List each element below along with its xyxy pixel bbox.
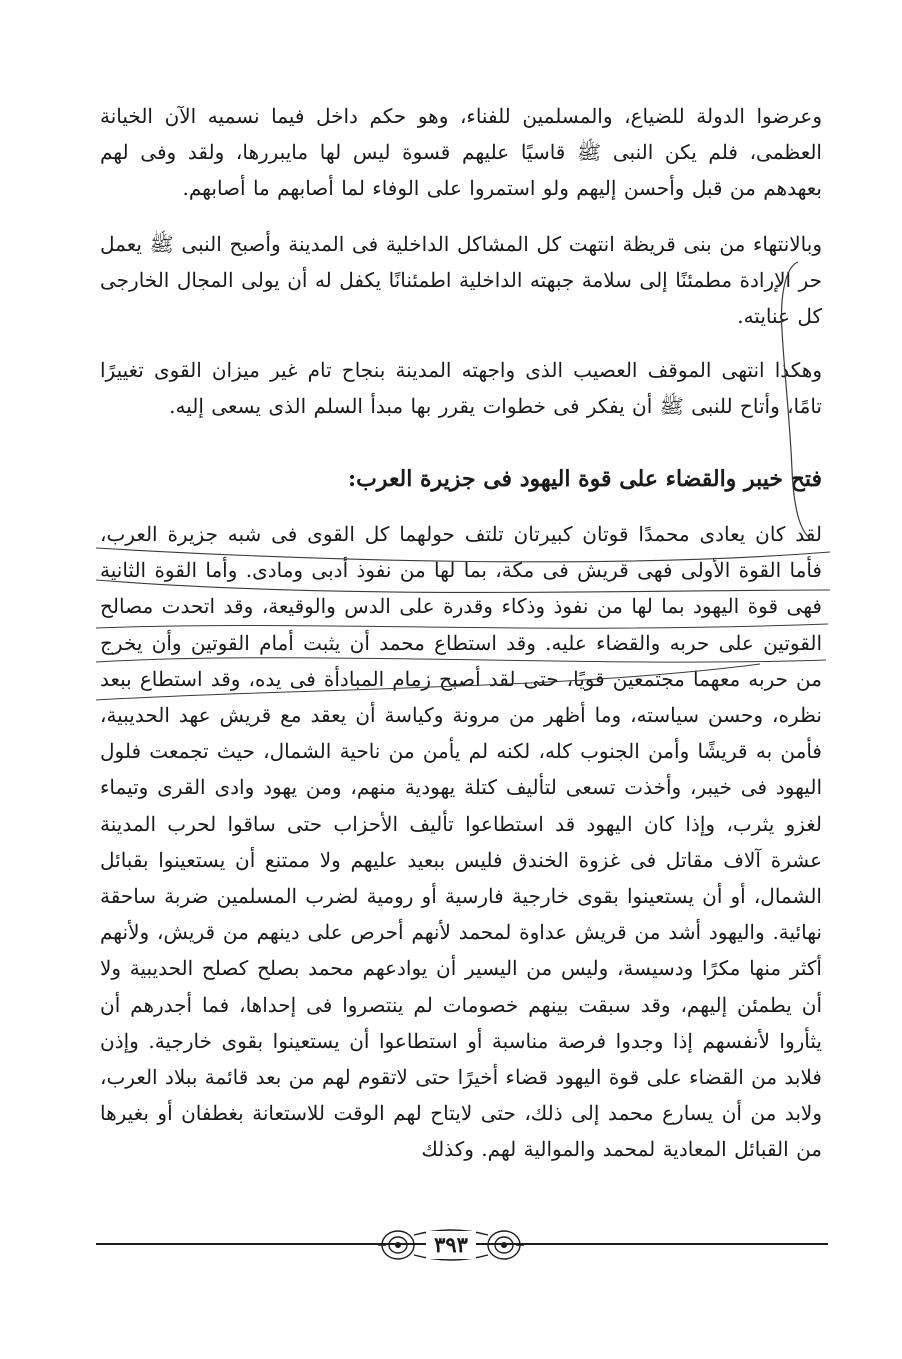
paragraph-4: لقد كان يعادى محمدًا قوتان كبيرتان تلتف حولهما كل القوى فى شبه جزيرة العرب، فأما القوة الأولى فهى قريش فى مكة، بما لها من نفوذ أدبى ومادى. وأما القوة الثانية فهى قوة اليهود بما لها من نفوذ وذكاء وقدرة على الدس والوقيعة، وقد اتحدت مصالح القوتين على حربه والقضاء عليه. وقد استطاع محمد أن يثبت أمام القوتين وأن يخرج من حربه معهما مجتمعين قويًا، حتى لقد أصبح زمام المبادأة فى يده، وقد استطاع ببعد نظره، وحسن سياسته، وما أظهر من مرونة وكياسة أن يعقد مع قريش عهد الحديبية، فأمن به قريشًا وأمن الجنوب كله، لكنه لم يأمن من ناحية الشمال، حيث تجمعت فلول اليهود فى خيبر، وأخذت تسعى لتأليف كتلة يهودية منهم، ومن يهود وادى القرى وتيماء لغزو يثرب، وإذا كان اليهود قد استطاعوا تأليف الأحزاب حتى ساقوا لحرب المدينة عشرة آلاف مقاتل فى غزوة الخندق فليس ببعيد عليهم ولا ممتنع أن يستعينوا بقبائل الشمال، أو أن يستعينوا بقوى خارجية فارسية أو رومية لضرب المسلمين ضربة ساحقة نهائية. واليهود أشد من قريش عداوة لمحمد لأنهم أحرص على دينهم من قريش، ولأنهم أكثر منها مكرًا ودسيسة، وليس من اليسير أن يوادعهم محمد بصلح كصلح الحديبية ولا أن يطمئن إليهم، وقد سبقت بينهم خصومات لم ينتصروا فى إحداها، فما أجدرهم أن يثأروا لأنفسهم إذا وجدوا فرصة مناسبة أو استطاعوا أن يستعينوا بقوى خارجية. وإذن فلابد من القضاء على قوة اليهود قضاء أخيرًا حتى لاتقوم لهم من بعد قائمة ببلاد العرب، ولابد من أن يسارع محمد إلى ذلك، حتى لايتاح لهم الوقت للاستعانة بغطفان أو بغيرها من القبائل المعادية لمحمد والموالية لهم. وكذلك (100, 522, 822, 1162)
paragraph-3: وهكذا انتهى الموقف العصيب الذى واجهته المدينة بنجاح تام غير ميزان القوى تغييرًا تامًا، وأتاح للنبى ﷺ أن يفكر فى خطوات يقرر بها مبدأ السلم الذى يسعى إليه. (100, 358, 822, 419)
text-body (100, 98, 822, 207)
paragraph-2: وبالانتهاء من بنى قريظة انتهت كل المشاكل الداخلية فى المدينة وأصبح النبى ﷺ يعمل حر الإرادة مطمئنًا إلى سلامة جبهته الداخلية اطمئنانًا يكفل له أن يولى المجال الخارجى كل عنايته. (100, 232, 822, 329)
text-body (100, 516, 822, 1168)
text-body (100, 352, 822, 424)
paragraph-1: وعرضوا الدولة للضياع، والمسلمين للفناء، وهو حكم داخل فيما نسميه الآن الخيانة العظمى، فلم يكن النبى ﷺ قاسيًا عليهم قسوة ليس لها مايبررها، ولقد وفى لهم بعهدهم من قبل وأحسن إليهم ولو استمروا على الوفاء لما أصابهم ما أصابهم. (100, 104, 822, 201)
section-heading: فتح خيبر والقضاء على قوة اليهود فى جزيرة العرب: (347, 466, 822, 492)
page-number: ٣٩٣ (426, 1231, 476, 1259)
page-number-ornament (378, 1223, 524, 1267)
text-body (100, 226, 822, 335)
